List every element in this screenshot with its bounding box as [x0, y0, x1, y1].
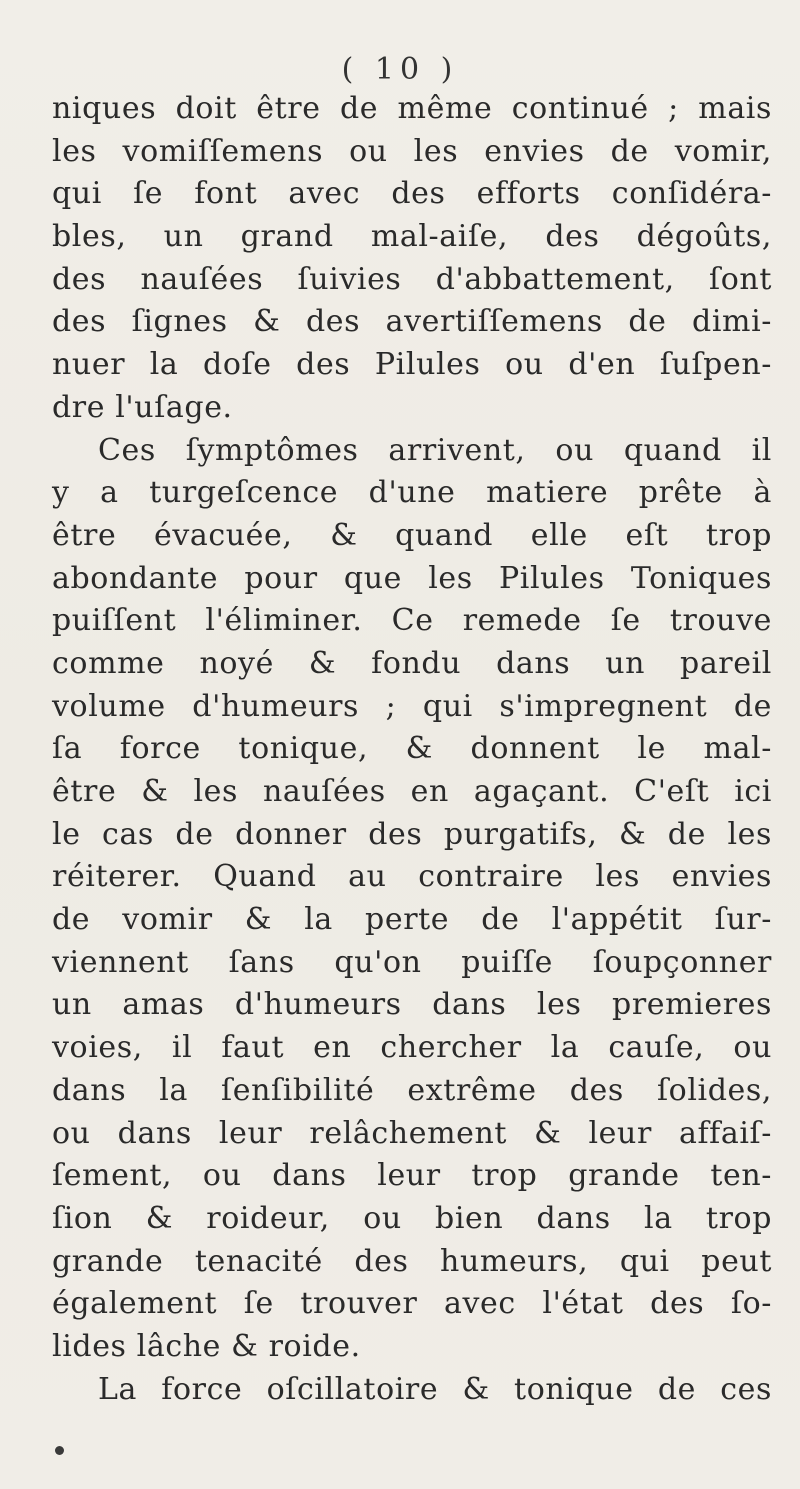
text-line: ſion & roideur, ou bien dans la trop [52, 1200, 772, 1236]
text-line: réiterer. Quand au contraire les envies [52, 859, 772, 895]
paragraph-start-line: Ces ſymptômes arrivent, ou quand il [98, 432, 772, 468]
paragraph-start-line: La force oſcillatoire & tonique de ces [98, 1371, 772, 1407]
text-line: nuer la doſe des Pilules ou d'en ſuſpen- [52, 347, 772, 383]
page-number-header: ( 10 ) [341, 52, 459, 87]
text-line: qui ſe font avec des efforts conſidéra- [52, 176, 772, 212]
body-text [52, 88, 772, 1411]
text-line: niques doit être de même continué ; mais [52, 91, 772, 126]
text-line: également ſe trouver avec l'état des ſo- [52, 1286, 772, 1322]
text-line: être évacuée, & quand elle eſt trop [52, 517, 772, 553]
text-line: bles, un grand mal-aiſe, des dégoûts, [52, 219, 772, 255]
text-line: comme noyé & fondu dans un pareil [52, 645, 772, 681]
text-line: dans la ſenſibilité extrême des ſolides, [52, 1072, 772, 1108]
text-line: grande tenacité des humeurs, qui peut [52, 1243, 772, 1279]
text-line: viennent ſans qu'on puiſſe ſoupçonner [52, 944, 772, 980]
text-line: les vomiſſemens ou les envies de vomir, [52, 133, 772, 169]
text-line: des ſignes & des avertiſſemens de dimi- [52, 304, 772, 340]
text-line: ou dans leur relâchement & leur affaiſ- [52, 1115, 772, 1151]
text-line: être & les nauſées en agaçant. C'eſt ici [52, 774, 772, 809]
text-line: ſa force tonique, & donnent le mal- [52, 731, 772, 767]
text-line: de vomir & la perte de l'appétit ſur- [52, 902, 772, 938]
text-line: un amas d'humeurs dans les premieres [52, 987, 772, 1023]
text-line: le cas de donner des purgatifs, & de les [52, 816, 772, 852]
text-line: puiſſent l'éliminer. Ce remede ſe trouve [52, 603, 772, 639]
text-line: voies, il faut en chercher la cauſe, ou [52, 1030, 772, 1066]
text-line: abondante pour que les Pilules Toniques [52, 560, 772, 596]
text-line: des nauſées ſuivies d'abbattement, ſont [52, 261, 772, 297]
text-line: lides lâche & roide. [52, 1328, 361, 1364]
text-line: volume d'humeurs ; qui s'impregnent de [52, 688, 772, 724]
ink-spot [55, 1446, 64, 1455]
text-line: y a turgeſcence d'une matiere prête à [52, 475, 772, 511]
text-line: ſement, ou dans leur trop grande ten- [52, 1158, 772, 1194]
text-line: dre l'uſage. [52, 389, 233, 425]
